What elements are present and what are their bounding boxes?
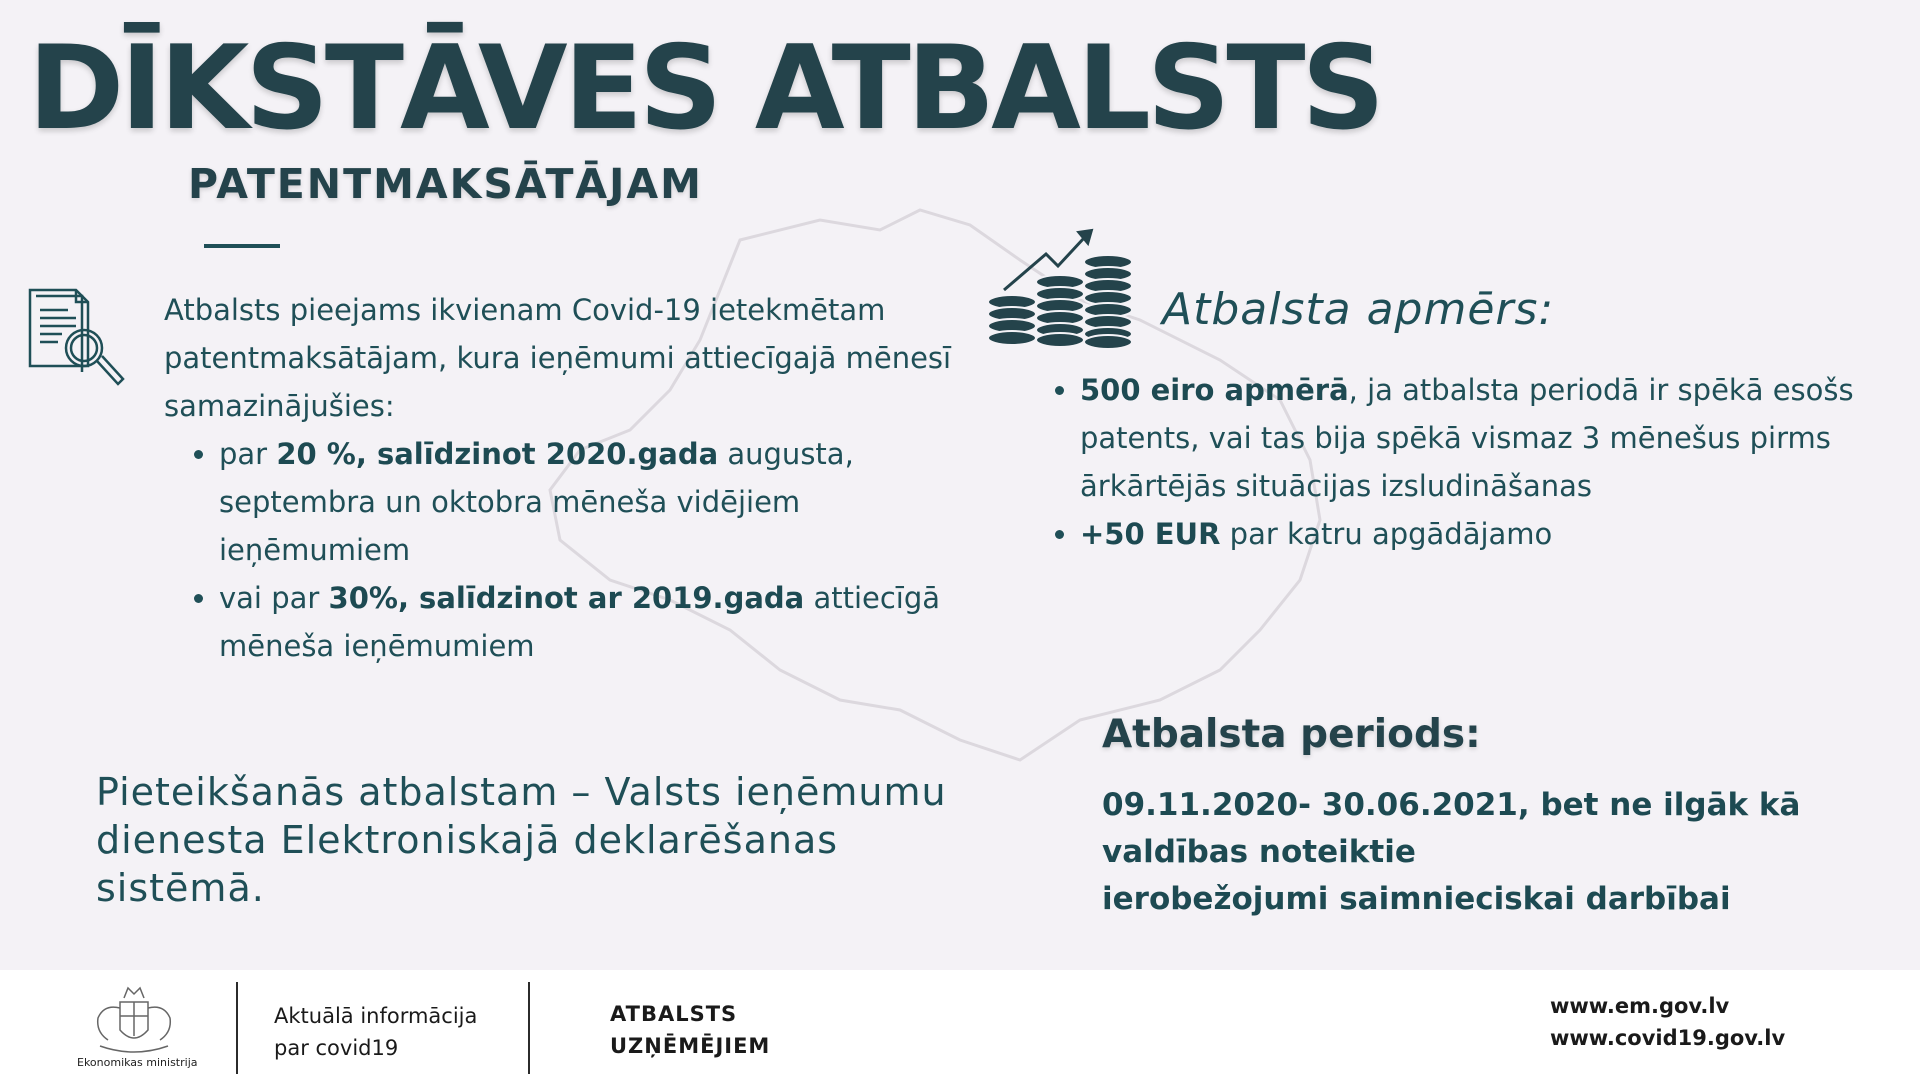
ministry-label: Ekonomikas ministrija (77, 1056, 198, 1069)
footer (0, 970, 1920, 1080)
page-title: DĪKSTĀVES ATBALSTS (28, 21, 1382, 156)
period-text (1102, 782, 1822, 923)
list-item: • 500 eiro apmērā, ja atbalsta periodā ir spēkā esošs patents, vai tas bija spēkā vismaz 3 mēnešus pirms ārkārtējās situācijas izsludināšanas (1080, 366, 1920, 510)
period-line-3: ierobežojumi saimnieciskai darbībai (1102, 881, 1731, 917)
coins-growth-icon (986, 222, 1136, 352)
coat-of-arms-icon (86, 984, 182, 1058)
document-search-icon (26, 286, 126, 392)
list-item: • par 20 %, salīdzinot 2020.gada augusta, septembra un oktobra mēneša vidējiem ieņēmumiem (219, 430, 954, 574)
footer-urls (1550, 990, 1785, 1054)
footer-divider (236, 982, 238, 1074)
period-line-1: 09.11.2020- 30.06.2021, bet ne ilgāk kā (1102, 787, 1801, 823)
amount-heading: Atbalsta apmērs: (1162, 284, 1555, 335)
period-line-2: valdības noteiktie (1102, 834, 1416, 870)
covid19-url-link[interactable]: www.covid19.gov.lv (1550, 1026, 1786, 1050)
title-divider (204, 244, 280, 248)
list-item: • vai par 30%, salīdzinot ar 2019.gada attiecīgā mēneša ieņēmumiem (219, 574, 954, 670)
application-text: Pieteikšanās atbalstam – Valsts ieņēmumu dienesta Elektroniskajā deklarēšanas sistēmā. (96, 770, 947, 910)
eligibility-list (164, 430, 954, 670)
covid-info-link[interactable]: Aktuālā informācija par covid19 (274, 1004, 478, 1060)
business-support-link[interactable]: ATBALSTS UZŅĒMĒJIEM (610, 1002, 771, 1058)
period-heading: Atbalsta periods: (1102, 712, 1481, 757)
list-item: • +50 EUR par katru apgādājamo (1080, 510, 1920, 558)
amount-list (1026, 366, 1920, 558)
footer-divider (528, 982, 530, 1074)
eligibility-section (164, 286, 954, 670)
em-url-link[interactable]: www.em.gov.lv (1550, 994, 1730, 1018)
page-subtitle: PATENTMAKSĀTĀJAM (188, 160, 703, 208)
eligibility-intro: Atbalsts pieejams ikvienam Covid-19 ietekmētam patentmaksātājam, kura ieņēmumi attiecīgajā mēnesī samazinājušies: (164, 293, 952, 423)
